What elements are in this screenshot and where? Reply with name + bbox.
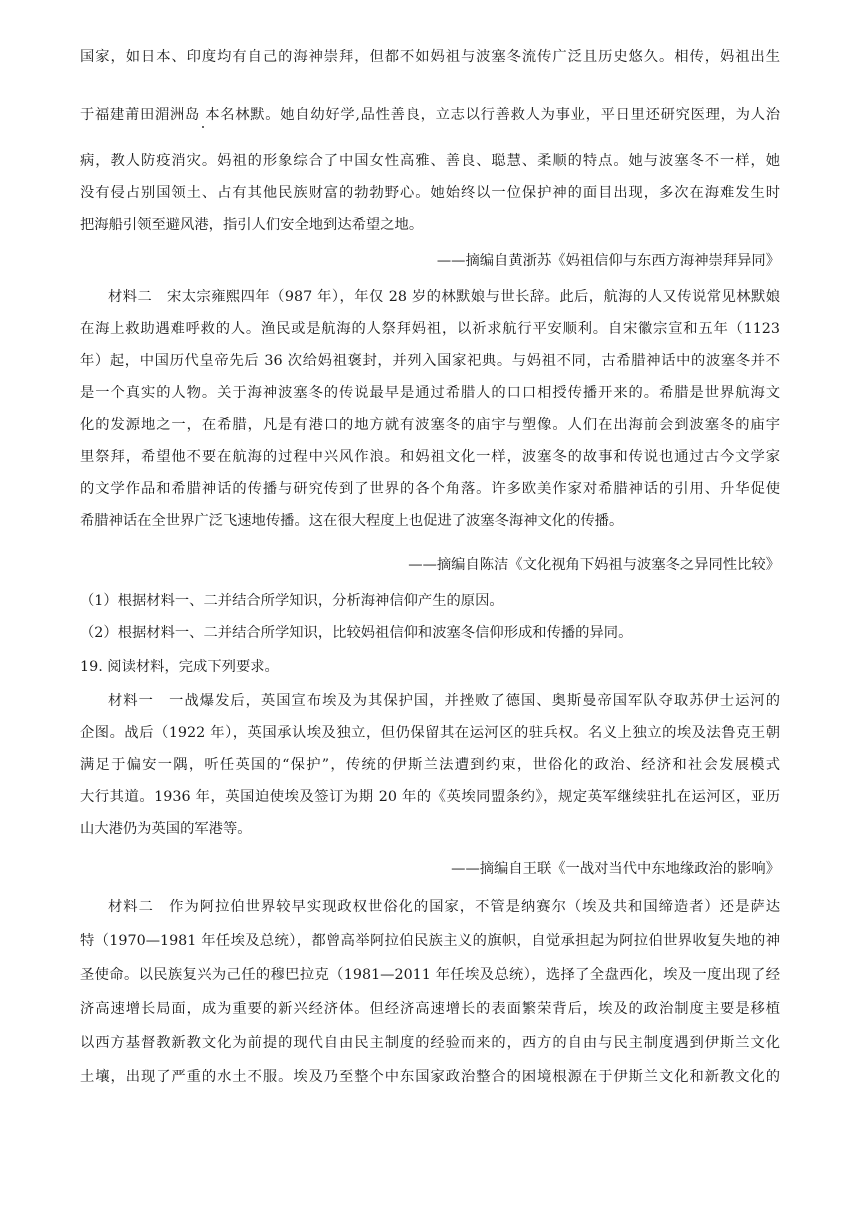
text-line: 里祭拜，希望他不要在航海的过程中兴风作浪。和妈祖文化一样，波塞冬的故事和传说也通过古今文学家 [80, 449, 780, 465]
question-heading: 19. 阅读材料，完成下列要求。 [80, 659, 279, 675]
text-line: 山大港仍为英国的军港等。 [80, 821, 252, 837]
stray-dot-mark [202, 126, 204, 128]
material-paragraph-line: 材料二 作为阿拉伯世界较早实现政权世俗化的国家，不管是纳赛尔（埃及共和国缔造者）还是萨达 [108, 899, 780, 915]
question-item: （1）根据材料一、二并结合所学知识，分析海神信仰产生的原因。 [80, 593, 504, 609]
text-line: 希腊神话在全世界广泛飞速地传播。这在很大程度上也促进了波塞冬海神文化的传播。 [80, 513, 624, 529]
text-line: 病，教人防疫消灾。妈祖的形象综合了中国女性高雅、善良、聪慧、柔顺的特点。她与波塞冬不一样，她 [80, 153, 780, 169]
text-line: 以西方基督教新教文化为前提的现代自由民主制度的经验而来的，西方的自由与民主制度遇到伊斯兰文化 [80, 1035, 780, 1051]
text-line: 把海船引领至避风港，指引人们安全地到达希望之地。 [80, 217, 424, 233]
text-line: 于福建莆田湄洲岛 本名林默。她自幼好学,品性善良，立志以行善救人为事业，平日里还研究医理，为人治 [80, 107, 780, 123]
text-line: 化的发源地之一，在希腊，凡是有港口的地方就有波塞冬的庙宇与塑像。人们在出海前会到波塞冬的庙宇 [80, 417, 780, 433]
text-line: 圣使命。以民族复兴为己任的穆巴拉克（1981—2011 年任埃及总统），选择了全盘西化，埃及一度出现了经 [80, 967, 780, 983]
text-line: 年）起，中国历代皇帝先后 36 次给妈祖褒封，并列入国家祀典。与妈祖不同，古希腊神话中的波塞冬并不 [80, 353, 780, 369]
material-paragraph-line: 材料一 一战爆发后，英国宣布埃及为其保护国，并挫败了德国、奥斯曼帝国军队夺取苏伊士运河的 [108, 693, 780, 709]
text-line: 大行其道。1936 年，英国迫使埃及签订为期 20 年的《英埃同盟条约》，规定英军继续驻扎在运河区，亚历 [80, 789, 780, 805]
text-line: 是一个真实的人物。关于海神波塞冬的传说最早是通过希腊人的口口相授传播开来的。希腊是世界航海文 [80, 385, 780, 401]
material-paragraph-line: 材料二 宋太宗雍熙四年（987 年），年仅 28 岁的林默娘与世长辞。此后，航海的人又传说常见林默娘 [108, 289, 780, 305]
text-line: 在海上救助遇难呼救的人。渔民或是航海的人祭拜妈祖，以祈求航行平安顺利。自宋徽宗宣和五年（1123 [80, 321, 780, 337]
question-item: （2）根据材料一、二并结合所学知识，比较妈祖信仰和波塞冬信仰形成和传播的异同。 [80, 625, 633, 641]
text-line: 济高速增长局面，成为重要的新兴经济体。但经济高速增长的表面繁荣背后，埃及的政治制度主要是移植 [80, 1001, 780, 1017]
text-line: 满足于偏安一隅，听任英国的“保护”，传统的伊斯兰法遭到约束，世俗化的政治、经济和社会发展模式 [80, 757, 780, 773]
text-line: 没有侵占别国领土、占有其他民族财富的勃勃野心。她始终以一位保护神的面目出现，多次在海难发生时 [80, 185, 780, 201]
source-citation: ——摘编自黄浙苏《妈祖信仰与东西方海神崇拜异同》 [436, 253, 780, 269]
source-citation: ——摘编自王联《一战对当代中东地缘政治的影响》 [451, 861, 780, 877]
text-line: 企图。战后（1922 年），英国承认埃及独立，但仍保留其在运河区的驻兵权。名义上独立的埃及法鲁克王朝 [80, 725, 780, 741]
text-line: 土壤，出现了严重的水土不服。埃及乃至整个中东国家政治整合的困境根源在于伊斯兰文化和新教文化的 [80, 1069, 780, 1085]
text-line: 特（1970—1981 年任埃及总统），都曾高举阿拉伯民族主义的旗帜，自觉承担起为阿拉伯世界收复失地的神 [80, 933, 780, 949]
text-line: 国家，如日本、印度均有自己的海神崇拜，但都不如妈祖与波塞冬流传广泛且历史悠久。相传，妈祖出生 [80, 49, 780, 65]
source-citation: ——摘编自陈洁《文化视角下妈祖与波塞冬之异同性比较》 [408, 557, 780, 573]
text-line: 的文学作品和希腊神话的传播与研究传到了世界的各个角落。许多欧美作家对希腊神话的引用、升华促使 [80, 481, 780, 497]
